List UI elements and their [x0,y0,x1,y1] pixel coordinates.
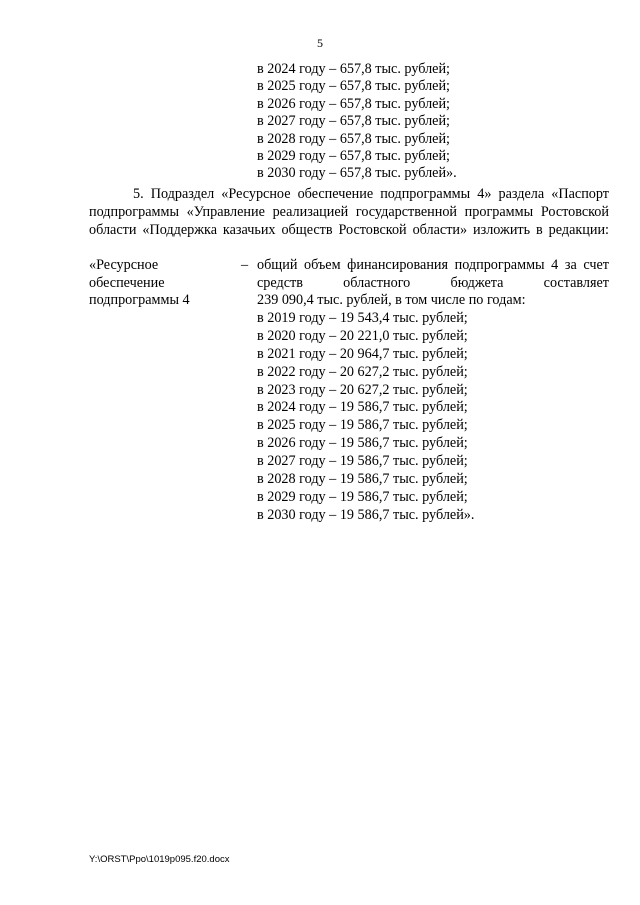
label-dash: – [241,257,249,273]
funding-by-year-list [257,310,474,525]
value-line: 239 090,4 тыс. рублей, в том числе по годам: [257,292,526,309]
resource-label [89,257,239,310]
list-item: в 2021 году – 20 964,7 тыс. рублей; [257,345,468,362]
page-number: 5 [317,36,323,50]
list-item: в 2026 году – 657,8 тыс. рублей; [257,95,450,112]
list-item: в 2027 году – 657,8 тыс. рублей; [257,113,450,130]
resource-value [257,257,609,310]
list-item: в 2022 году – 20 627,2 тыс. рублей; [257,363,468,380]
list-item: в 2025 году – 19 586,7 тыс. рублей; [257,417,468,434]
list-item: в 2028 году – 657,8 тыс. рублей; [257,130,450,147]
value-line: средств областного бюджета составляет [257,274,609,291]
list-item: в 2029 году – 19 586,7 тыс. рублей; [257,488,468,505]
list-item: в 2026 году – 19 586,7 тыс. рублей; [257,435,468,452]
label-line: подпрограммы 4 [89,292,190,309]
paragraph-line: области «Поддержка казачьих обществ Ростовской области» изложить в редакции: [89,222,609,239]
amendment-paragraph [89,185,609,240]
list-item: в 2027 году – 19 586,7 тыс. рублей; [257,453,468,470]
list-item: в 2030 году – 657,8 тыс. рублей». [257,165,457,182]
list-item: в 2020 году – 20 221,0 тыс. рублей; [257,327,468,344]
list-item: в 2024 году – 19 586,7 тыс. рублей; [257,399,468,416]
list-item: в 2030 году – 19 586,7 тыс. рублей». [257,506,475,523]
list-item: в 2029 году – 657,8 тыс. рублей; [257,147,450,164]
paragraph-line: 5. Подраздел «Ресурсное обеспечение подпрограммы 4» раздела «Паспорт [133,186,609,202]
list-item: в 2024 году – 657,8 тыс. рублей; [257,61,450,77]
funding-by-year-list-continued [257,61,457,183]
list-item: в 2025 году – 657,8 тыс. рублей; [257,78,450,95]
label-line: обеспечение [89,274,165,291]
list-item: в 2019 году – 19 543,4 тыс. рублей; [257,310,468,326]
paragraph-line: подпрограммы «Управление реализацией государственной программы Ростовской [89,204,609,221]
value-line: общий объем финансирования подпрограммы 4 за счет [257,257,609,273]
list-item: в 2028 году – 19 586,7 тыс. рублей; [257,471,468,488]
label-line: «Ресурсное [89,257,159,273]
file-path-footer: Y:\ORST\Ppo\1019p095.f20.docx [89,854,230,865]
list-item: в 2023 году – 20 627,2 тыс. рублей; [257,381,468,398]
